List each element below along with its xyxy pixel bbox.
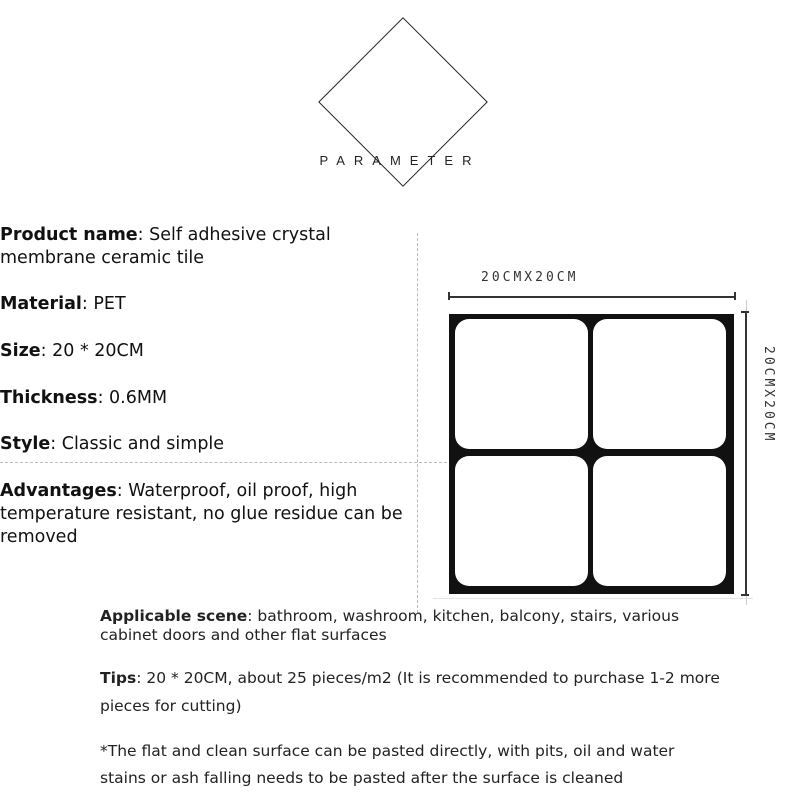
spec-product-name: Product name: Self adhesive crystal membrane ceramic tile [0, 225, 331, 268]
guide-line [433, 598, 753, 599]
width-dimension-label: 20CMX20CM [481, 270, 579, 285]
spec-style: Style: Classic and simple [0, 434, 225, 454]
tile-square [455, 456, 588, 586]
spec-value: 20 * 20CM [52, 341, 144, 361]
note-value: 20 * 20CM, about 25 pieces/m2 (It is recommended to purchase 1-2 more pieces for cutting) [100, 669, 720, 715]
spec-label: Style [0, 434, 51, 454]
dimension-tick [741, 311, 749, 313]
spec-material: Material: PET [0, 294, 126, 314]
height-dimension-label: 20CMX20CM [761, 346, 776, 444]
tile-illustration [449, 314, 734, 594]
spec-value: Self adhesive crystal membrane ceramic tile [0, 225, 331, 268]
note-value: bathroom, washroom, kitchen, balcony, stairs, various cabinet doors and other flat surfaces [100, 607, 680, 644]
tips: Tips: 20 * 20CM, about 25 pieces/m2 (It is recommended to purchase 1-2 more pieces for cutting) [100, 669, 720, 715]
spec-label: Material [0, 294, 82, 314]
height-dimension-line [745, 312, 747, 595]
note-label: Tips [100, 669, 137, 687]
spec-thickness: Thickness: 0.6MM [0, 388, 168, 408]
dimension-tick [734, 292, 736, 300]
spec-value: Waterproof, oil proof, high temperature resistant, no glue residue can be removed [0, 481, 403, 547]
tile-square [455, 319, 588, 449]
width-dimension-line [449, 296, 735, 298]
footnote: *The flat and clean surface can be pasted directly, with pits, oil and water stains or ash falling needs to be pasted after the surface is cleaned [100, 742, 675, 787]
parameter-heading: PARAMETER [319, 153, 481, 168]
tile-square [593, 319, 726, 449]
spec-label: Advantages [0, 481, 117, 501]
spec-label: Thickness [0, 388, 98, 408]
note-label: Applicable scene [100, 607, 248, 625]
dimension-tick [741, 594, 749, 596]
spec-advantages: Advantages: Waterproof, oil proof, high temperature resistant, no glue residue can be removed [0, 481, 403, 547]
applicable-scene: Applicable scene: bathroom, washroom, kitchen, balcony, stairs, various cabinet doors and other flat surfaces [100, 607, 680, 644]
spec-label: Product name [0, 225, 138, 245]
divider-vertical [417, 233, 418, 613]
spec-value: PET [93, 294, 126, 314]
spec-size: Size: 20 * 20CM [0, 341, 144, 361]
dimension-tick [448, 292, 450, 300]
spec-value: 0.6MM [109, 388, 168, 408]
tile-square [593, 456, 726, 586]
spec-label: Size [0, 341, 41, 361]
spec-value: Classic and simple [61, 434, 225, 454]
divider-horizontal [0, 462, 447, 463]
